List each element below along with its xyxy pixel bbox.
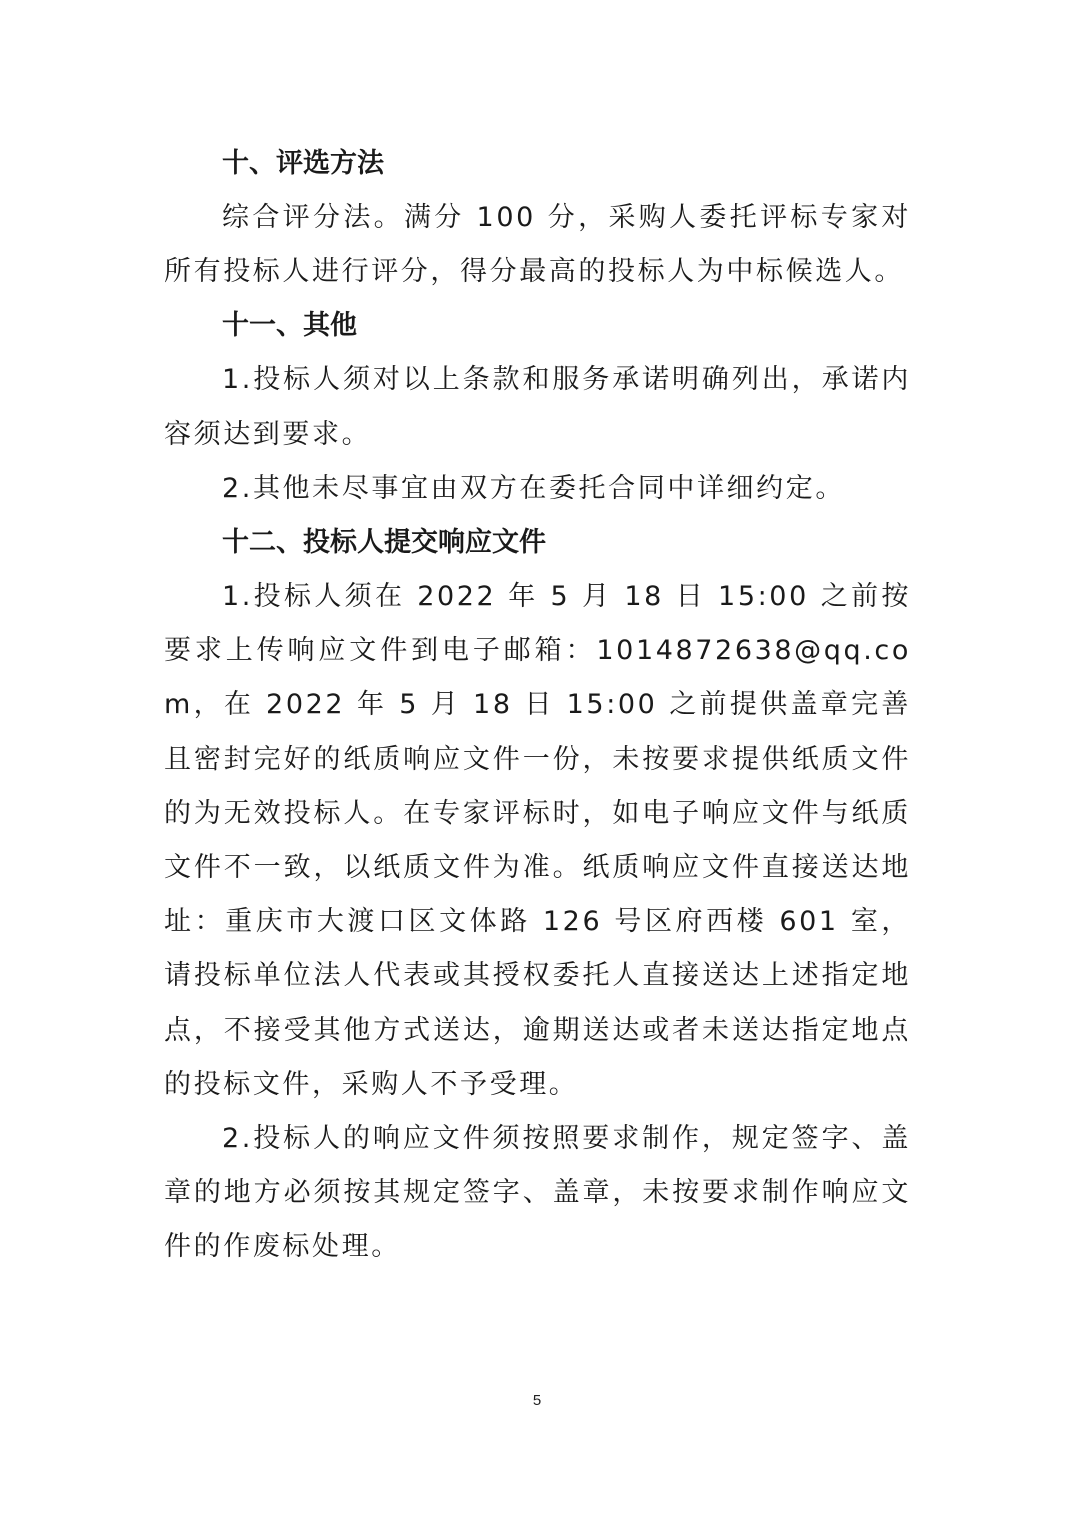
section-heading-submission: 十二、投标人提交响应文件: [222, 527, 546, 559]
section-heading-other: 十一、其他: [222, 310, 357, 342]
page-body: [164, 137, 911, 1275]
paragraph-evaluation-method: 综合评分法。满分 100 分，采购人委托评标专家对所有投标人进行评分，得分最高的投标人为中标候选人。: [164, 202, 911, 288]
paragraph-submission-1: 1.投标人须在 2022 年 5 月 18 日 15:00 之前按要求上传响应文件到电子邮箱：1014872638@qq.com，在 2022 年 5 月 18 日 15:00 之前提供盖章完善且密封完好的纸质响应文件一份，未按要求提供纸质文件的为无效投标人。在专家评标时，如电子响应文件与纸质文件不一致，以纸质文件为准。纸质响应文件直接送达地址：重庆市大渡口区文体路 126 号区府西楼 601 室，请投标单位法人代表或其授权委托人直接送达上述指定地点，不接受其他方式送达，逾期送达或者未送达指定地点的投标文件，采购人不予受理。: [164, 581, 911, 1100]
section-heading-evaluation-method: 十、评选方法: [222, 148, 384, 179]
paragraph-other-2: 2.其他未尽事宜由双方在委托合同中详细约定。: [222, 472, 845, 504]
paragraph-submission-2: 2.投标人的响应文件须按照要求制作，规定签字、盖章的地方必须按其规定签字、盖章，未按要求制作响应文件的作废标处理。: [164, 1123, 911, 1263]
page-number: 5: [532, 1392, 542, 1409]
paragraph-other-1: 1.投标人须对以上条款和服务承诺明确列出，承诺内容须达到要求。: [164, 364, 911, 450]
